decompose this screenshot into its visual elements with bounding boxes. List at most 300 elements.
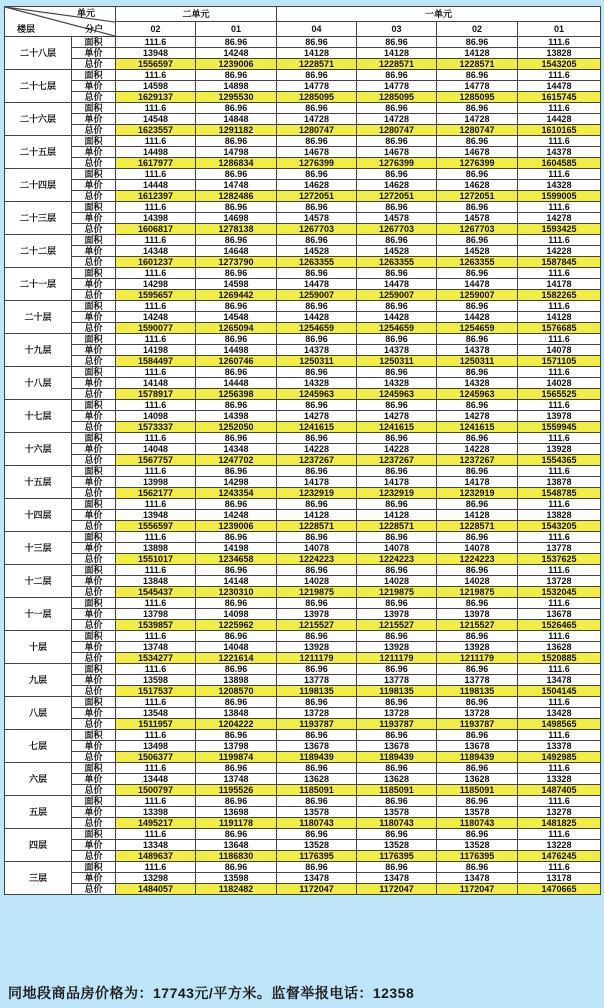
floor-label: 八层 (5, 697, 72, 730)
total-cell: 1259007 (437, 290, 518, 301)
table-row (5, 763, 601, 774)
row-type-label: 总价 (72, 554, 116, 565)
total-cell: 1254659 (277, 323, 357, 334)
table-row (5, 136, 601, 147)
unit-price-cell: 13498 (116, 741, 196, 752)
total-cell: 1198135 (357, 686, 437, 697)
unit-price-cell: 13778 (518, 543, 601, 554)
area-cell: 86.96 (277, 367, 357, 378)
unit-price-cell: 13328 (518, 774, 601, 785)
total-cell: 1565525 (518, 389, 601, 400)
total-cell: 1278138 (196, 224, 277, 235)
area-cell: 86.96 (277, 499, 357, 510)
total-cell: 1199874 (196, 752, 277, 763)
area-cell: 86.96 (196, 136, 277, 147)
area-cell: 86.96 (196, 301, 277, 312)
total-cell: 1517537 (116, 686, 196, 697)
area-cell: 111.6 (116, 433, 196, 444)
total-cell: 1629137 (116, 92, 196, 103)
floor-label: 二十六层 (5, 103, 72, 136)
row-type-label: 总价 (72, 92, 116, 103)
total-cell: 1543205 (518, 59, 601, 70)
table-row (5, 367, 601, 378)
table-row (5, 268, 601, 279)
area-cell: 86.96 (277, 103, 357, 114)
total-cell: 1273790 (196, 257, 277, 268)
area-cell: 86.96 (437, 367, 518, 378)
total-cell: 1615745 (518, 92, 601, 103)
area-cell: 86.96 (196, 862, 277, 873)
floor-label: 十九层 (5, 334, 72, 367)
unit-price-cell: 13378 (518, 741, 601, 752)
unit-price-cell: 14728 (357, 114, 437, 125)
table-row (5, 125, 601, 136)
area-cell: 86.96 (357, 169, 437, 180)
unit-price-cell: 14198 (196, 543, 277, 554)
table-row (5, 312, 601, 323)
table-row (5, 752, 601, 763)
table-row (5, 345, 601, 356)
area-cell: 86.96 (196, 763, 277, 774)
total-cell: 1623557 (116, 125, 196, 136)
table-row (5, 807, 601, 818)
row-type-label: 面积 (72, 499, 116, 510)
area-cell: 86.96 (196, 499, 277, 510)
total-cell: 1259007 (277, 290, 357, 301)
area-cell: 111.6 (116, 565, 196, 576)
area-cell: 86.96 (437, 268, 518, 279)
area-cell: 111.6 (518, 664, 601, 675)
table-row (5, 191, 601, 202)
total-cell: 1612397 (116, 191, 196, 202)
area-cell: 86.96 (277, 664, 357, 675)
area-cell: 86.96 (437, 796, 518, 807)
area-cell: 86.96 (357, 697, 437, 708)
area-cell: 111.6 (116, 235, 196, 246)
area-cell: 86.96 (277, 235, 357, 246)
row-type-label: 总价 (72, 620, 116, 631)
area-cell: 111.6 (116, 70, 196, 81)
total-cell: 1599005 (518, 191, 601, 202)
row-type-label: 总价 (72, 818, 116, 829)
area-cell: 86.96 (277, 202, 357, 213)
area-cell: 86.96 (196, 730, 277, 741)
table-row (5, 246, 601, 257)
table-row (5, 477, 601, 488)
area-cell: 86.96 (196, 268, 277, 279)
total-cell: 1228571 (277, 521, 357, 532)
household-header: 01 (196, 22, 277, 37)
area-cell: 86.96 (196, 70, 277, 81)
row-type-label: 面积 (72, 565, 116, 576)
unit-price-cell: 13478 (357, 873, 437, 884)
area-cell: 111.6 (116, 664, 196, 675)
total-cell: 1215527 (357, 620, 437, 631)
floor-label: 二十七层 (5, 70, 72, 103)
row-type-label: 单价 (72, 81, 116, 92)
total-cell: 1224223 (437, 554, 518, 565)
area-cell: 86.96 (357, 400, 437, 411)
unit-price-cell: 13598 (116, 675, 196, 686)
table-row (5, 444, 601, 455)
row-type-label: 单价 (72, 246, 116, 257)
total-cell: 1587845 (518, 257, 601, 268)
unit-price-cell: 14548 (196, 312, 277, 323)
table-row (5, 697, 601, 708)
row-type-label: 总价 (72, 488, 116, 499)
row-type-label: 面积 (72, 202, 116, 213)
row-type-label: 面积 (72, 829, 116, 840)
row-type-label: 总价 (72, 686, 116, 697)
total-cell: 1500797 (116, 785, 196, 796)
table-header (5, 7, 601, 37)
total-cell: 1172047 (437, 884, 518, 895)
unit-price-cell: 13928 (357, 642, 437, 653)
total-cell: 1250311 (437, 356, 518, 367)
unit-price-cell: 13678 (357, 741, 437, 752)
table-row (5, 301, 601, 312)
unit-price-cell: 14678 (437, 147, 518, 158)
area-cell: 86.96 (437, 664, 518, 675)
total-cell: 1263355 (357, 257, 437, 268)
unit-price-cell: 14378 (357, 345, 437, 356)
table-row (5, 576, 601, 587)
total-cell: 1237267 (357, 455, 437, 466)
floor-label: 十五层 (5, 466, 72, 499)
table-row (5, 532, 601, 543)
area-cell: 86.96 (277, 598, 357, 609)
area-cell: 111.6 (518, 136, 601, 147)
area-cell: 111.6 (518, 70, 601, 81)
unit-price-cell: 14028 (357, 576, 437, 587)
table-row (5, 741, 601, 752)
total-cell: 1195526 (196, 785, 277, 796)
area-cell: 86.96 (277, 37, 357, 48)
table-row (5, 884, 601, 895)
unit-price-cell: 14698 (196, 213, 277, 224)
area-cell: 86.96 (357, 730, 437, 741)
area-cell: 86.96 (357, 301, 437, 312)
area-cell: 86.96 (357, 631, 437, 642)
table-row (5, 620, 601, 631)
unit-price-cell: 14478 (518, 81, 601, 92)
area-cell: 111.6 (116, 796, 196, 807)
total-cell: 1204222 (196, 719, 277, 730)
table-row (5, 411, 601, 422)
table-row (5, 257, 601, 268)
unit-price-cell: 14378 (277, 345, 357, 356)
table-row (5, 521, 601, 532)
unit-price-cell: 14728 (437, 114, 518, 125)
table-row (5, 37, 601, 48)
total-cell: 1285095 (277, 92, 357, 103)
unit-price-cell: 14178 (518, 279, 601, 290)
unit-price-cell: 14448 (196, 378, 277, 389)
total-cell: 1556597 (116, 59, 196, 70)
total-cell: 1276399 (357, 158, 437, 169)
household-header: 02 (116, 22, 196, 37)
table-row (5, 378, 601, 389)
area-cell: 86.96 (357, 499, 437, 510)
unit-price-cell: 13728 (437, 708, 518, 719)
area-cell: 111.6 (518, 532, 601, 543)
total-cell: 1180743 (277, 818, 357, 829)
area-cell: 111.6 (116, 499, 196, 510)
row-type-label: 面积 (72, 631, 116, 642)
unit-price-cell: 13928 (437, 642, 518, 653)
row-type-label: 面积 (72, 466, 116, 477)
unit-price-cell: 14298 (196, 477, 277, 488)
unit-price-cell: 14128 (437, 510, 518, 521)
unit-price-cell: 13848 (196, 708, 277, 719)
total-cell: 1215527 (437, 620, 518, 631)
unit-price-cell: 14228 (357, 444, 437, 455)
table-row (5, 686, 601, 697)
floor-label: 二十八层 (5, 37, 72, 70)
row-type-label: 单价 (72, 774, 116, 785)
area-cell: 86.96 (277, 169, 357, 180)
floor-label: 二十三层 (5, 202, 72, 235)
area-cell: 86.96 (196, 664, 277, 675)
total-cell: 1232919 (357, 488, 437, 499)
unit-price-cell: 14328 (357, 378, 437, 389)
unit-price-cell: 13778 (277, 675, 357, 686)
table-row (5, 48, 601, 59)
total-cell: 1219875 (357, 587, 437, 598)
unit-price-cell: 14278 (357, 411, 437, 422)
area-cell: 111.6 (518, 631, 601, 642)
area-cell: 86.96 (277, 268, 357, 279)
row-type-label: 单价 (72, 147, 116, 158)
unit-price-cell: 14378 (518, 147, 601, 158)
total-cell: 1532045 (518, 587, 601, 598)
area-cell: 86.96 (277, 301, 357, 312)
total-cell: 1176395 (437, 851, 518, 862)
row-type-label: 总价 (72, 521, 116, 532)
area-cell: 111.6 (518, 37, 601, 48)
floor-label: 十二层 (5, 565, 72, 598)
total-cell: 1506377 (116, 752, 196, 763)
unit-price-cell: 14148 (116, 378, 196, 389)
total-cell: 1610165 (518, 125, 601, 136)
total-cell: 1498565 (518, 719, 601, 730)
unit-price-cell: 13748 (116, 642, 196, 653)
unit-price-cell: 14078 (277, 543, 357, 554)
area-cell: 86.96 (437, 532, 518, 543)
table-row (5, 389, 601, 400)
unit-price-cell: 13898 (116, 543, 196, 554)
row-type-label: 单价 (72, 642, 116, 653)
table-row (5, 422, 601, 433)
row-type-label: 单价 (72, 345, 116, 356)
unit-price-cell: 13948 (116, 48, 196, 59)
total-cell: 1571105 (518, 356, 601, 367)
area-cell: 111.6 (116, 631, 196, 642)
area-cell: 86.96 (277, 334, 357, 345)
total-cell: 1228571 (437, 59, 518, 70)
unit-price-cell: 14148 (196, 576, 277, 587)
total-cell: 1276399 (277, 158, 357, 169)
unit-price-cell: 14678 (277, 147, 357, 158)
table-row (5, 840, 601, 851)
table-row (5, 873, 601, 884)
area-cell: 111.6 (116, 829, 196, 840)
area-cell: 86.96 (437, 169, 518, 180)
unit-price-cell: 13728 (277, 708, 357, 719)
unit-price-cell: 14278 (437, 411, 518, 422)
total-cell: 1584497 (116, 356, 196, 367)
table-row (5, 774, 601, 785)
area-cell: 111.6 (116, 730, 196, 741)
total-cell: 1211179 (277, 653, 357, 664)
unit-price-cell: 13898 (196, 675, 277, 686)
total-cell: 1576685 (518, 323, 601, 334)
area-cell: 111.6 (116, 301, 196, 312)
table-row (5, 719, 601, 730)
area-cell: 86.96 (196, 829, 277, 840)
unit-price-cell: 14078 (357, 543, 437, 554)
area-cell: 111.6 (116, 697, 196, 708)
row-type-label: 单价 (72, 444, 116, 455)
area-cell: 86.96 (277, 433, 357, 444)
total-cell: 1254659 (437, 323, 518, 334)
unit-price-cell: 13828 (518, 510, 601, 521)
total-cell: 1245963 (357, 389, 437, 400)
area-cell: 86.96 (277, 829, 357, 840)
area-cell: 86.96 (357, 598, 437, 609)
row-type-label: 面积 (72, 268, 116, 279)
total-cell: 1539857 (116, 620, 196, 631)
total-cell: 1254659 (357, 323, 437, 334)
total-cell: 1176395 (277, 851, 357, 862)
area-cell: 111.6 (116, 268, 196, 279)
total-cell: 1232919 (277, 488, 357, 499)
area-cell: 86.96 (357, 664, 437, 675)
floor-label: 二十二层 (5, 235, 72, 268)
area-cell: 86.96 (357, 334, 437, 345)
row-type-label: 面积 (72, 862, 116, 873)
unit-price-cell: 14528 (357, 246, 437, 257)
floor-label: 楼层 (17, 24, 36, 34)
area-cell: 86.96 (196, 37, 277, 48)
unit-price-cell: 13878 (518, 477, 601, 488)
area-cell: 111.6 (116, 466, 196, 477)
area-cell: 111.6 (116, 37, 196, 48)
table-row (5, 631, 601, 642)
household-header: 03 (357, 22, 437, 37)
area-cell: 86.96 (357, 37, 437, 48)
unit-price-cell: 14048 (196, 642, 277, 653)
total-cell: 1237267 (277, 455, 357, 466)
row-type-label: 单价 (72, 609, 116, 620)
total-cell: 1211179 (357, 653, 437, 664)
area-cell: 86.96 (196, 598, 277, 609)
table-row (5, 158, 601, 169)
table-row (5, 213, 601, 224)
total-cell: 1193787 (437, 719, 518, 730)
area-cell: 111.6 (518, 301, 601, 312)
unit-price-cell: 13478 (518, 675, 601, 686)
unit-price-cell: 14628 (437, 180, 518, 191)
row-type-label: 面积 (72, 598, 116, 609)
table-row (5, 81, 601, 92)
total-cell: 1534277 (116, 653, 196, 664)
unit-price-cell: 13978 (357, 609, 437, 620)
unit-price-cell: 14078 (437, 543, 518, 554)
total-cell: 1492985 (518, 752, 601, 763)
total-cell: 1269442 (196, 290, 277, 301)
price-table (4, 6, 601, 895)
row-type-label: 总价 (72, 719, 116, 730)
table-row (5, 862, 601, 873)
floor-label: 十层 (5, 631, 72, 664)
area-cell: 111.6 (116, 169, 196, 180)
total-cell: 1182482 (196, 884, 277, 895)
area-cell: 86.96 (437, 631, 518, 642)
area-cell: 111.6 (518, 829, 601, 840)
area-cell: 111.6 (518, 862, 601, 873)
unit-price-cell: 14478 (277, 279, 357, 290)
unit-price-cell: 13798 (196, 741, 277, 752)
unit-price-cell: 13728 (518, 576, 601, 587)
total-cell: 1476245 (518, 851, 601, 862)
unit-price-cell: 13428 (518, 708, 601, 719)
total-cell: 1272051 (277, 191, 357, 202)
total-cell: 1260746 (196, 356, 277, 367)
table-row (5, 323, 601, 334)
total-cell: 1172047 (357, 884, 437, 895)
unit-price-cell: 13678 (277, 741, 357, 752)
unit-price-cell: 13798 (116, 609, 196, 620)
unit-price-cell: 14198 (116, 345, 196, 356)
unit-price-cell: 14428 (437, 312, 518, 323)
household-header: 02 (437, 22, 518, 37)
unit-price-cell: 13478 (437, 873, 518, 884)
total-cell: 1590077 (116, 323, 196, 334)
total-cell: 1263355 (277, 257, 357, 268)
total-cell: 1256398 (196, 389, 277, 400)
area-cell: 86.96 (357, 829, 437, 840)
row-type-label: 总价 (72, 191, 116, 202)
unit-price-cell: 14628 (277, 180, 357, 191)
total-cell: 1291182 (196, 125, 277, 136)
unit-price-cell: 14428 (277, 312, 357, 323)
area-cell: 111.6 (518, 433, 601, 444)
unit-price-cell: 13778 (437, 675, 518, 686)
household-header: 04 (277, 22, 357, 37)
unit-price-cell: 13628 (518, 642, 601, 653)
row-type-label: 总价 (72, 257, 116, 268)
total-cell: 1484057 (116, 884, 196, 895)
unit-price-cell: 14298 (116, 279, 196, 290)
area-cell: 86.96 (196, 334, 277, 345)
total-cell: 1250311 (277, 356, 357, 367)
area-cell: 111.6 (116, 532, 196, 543)
row-type-label: 单价 (72, 807, 116, 818)
total-cell: 1239006 (196, 521, 277, 532)
row-type-label: 单价 (72, 675, 116, 686)
unit-price-cell: 13848 (116, 576, 196, 587)
unit-price-cell: 13698 (196, 807, 277, 818)
total-cell: 1286834 (196, 158, 277, 169)
unit-price-cell: 14248 (116, 312, 196, 323)
row-type-label: 总价 (72, 422, 116, 433)
total-cell: 1198135 (277, 686, 357, 697)
table-row (5, 202, 601, 213)
total-cell: 1487405 (518, 785, 601, 796)
table-row (5, 334, 601, 345)
table-row (5, 169, 601, 180)
